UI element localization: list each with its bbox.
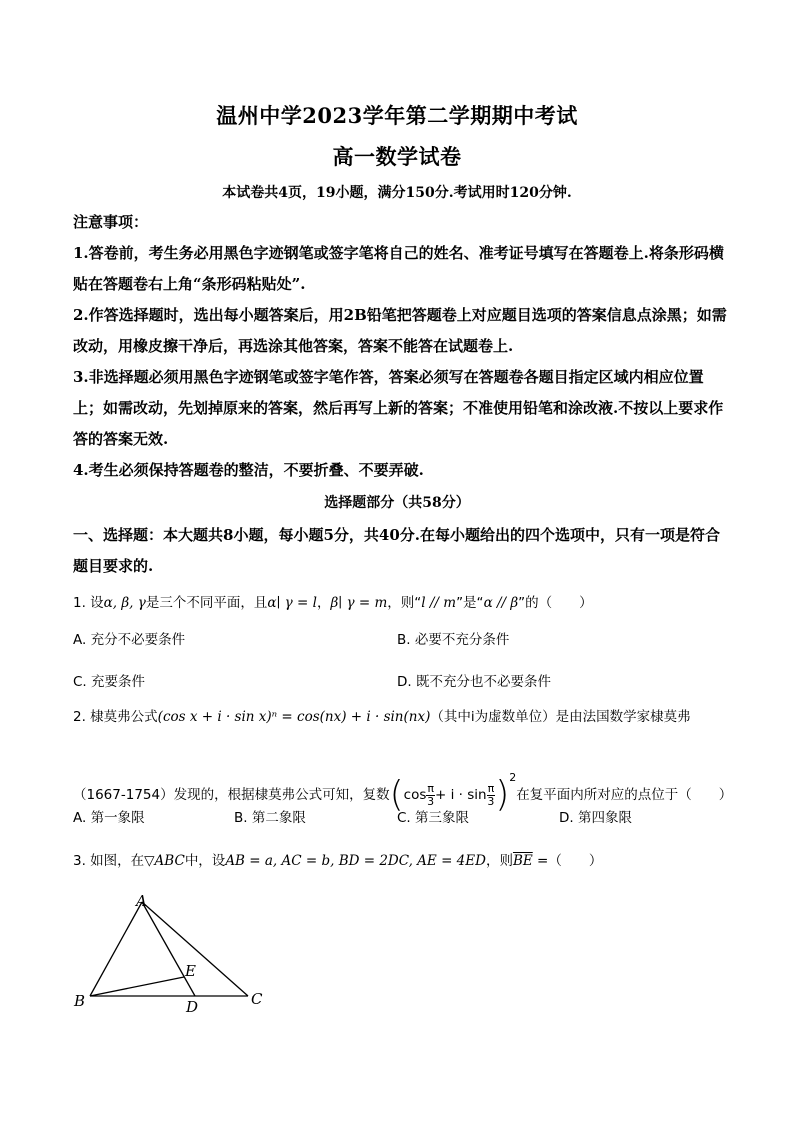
notice-item-1: 1.答卷前，考生务必用黑色字迹钢笔或签字笔将自己的姓名、准考证号填写在答题卷上.将条形码横贴在答题卷右上角“条形码粘贴处”. xyxy=(73,244,724,293)
label-c: C xyxy=(251,990,263,1008)
exam-info: 本试卷共4页，19小题，满分150分.考试用时120分钟. xyxy=(222,185,572,201)
q2-line2-prefix: （1667-1754）发现的，根据棣莫弗公式可知，复数 xyxy=(73,787,390,803)
q2-cos: cos xyxy=(403,787,427,803)
q1-prefix: 1. 设 xyxy=(73,595,104,611)
question-1 xyxy=(73,592,753,614)
option-letter: D. xyxy=(397,674,412,690)
q2-option-b[interactable] xyxy=(234,806,306,826)
q3-triangle: ▽ABC xyxy=(144,853,185,869)
fraction-denominator: 3 xyxy=(427,794,435,808)
label-a: A xyxy=(136,892,147,910)
q1-mid2: ，则“ xyxy=(387,595,422,611)
q1-option-b[interactable] xyxy=(397,628,509,648)
question-3 xyxy=(73,850,753,872)
option-text: 第三象限 xyxy=(415,810,470,826)
label-e: E xyxy=(185,962,196,980)
q2-plus-i-sin: + i · sin xyxy=(434,787,487,803)
q3-mid2: ，则 xyxy=(485,853,513,869)
fraction-numerator: π xyxy=(487,781,495,795)
option-letter: B. xyxy=(397,632,411,648)
q2-exponent: 2 xyxy=(509,771,517,784)
option-text: 既不充分也不必要条件 xyxy=(415,674,551,690)
option-letter: D. xyxy=(559,810,574,826)
q2-option-c[interactable] xyxy=(397,806,469,826)
option-text: 第四象限 xyxy=(577,810,632,826)
q2-option-a[interactable] xyxy=(73,806,145,826)
left-paren: ( xyxy=(389,774,404,815)
q1-vars: α, β, γ xyxy=(103,595,146,611)
pi-over-3-fraction xyxy=(426,783,435,808)
triangle-figure xyxy=(70,888,270,1020)
q1-option-a[interactable] xyxy=(73,628,185,648)
option-text: 第一象限 xyxy=(90,810,145,826)
option-letter: A. xyxy=(73,810,87,826)
q1-cond2: β∣ γ = m xyxy=(330,595,388,611)
fraction-numerator: π xyxy=(427,781,434,795)
exam-subtitle: 高一数学试卷 xyxy=(332,144,462,169)
notice-item-4: 4.考生必须保持答题卷的整洁，不要折叠、不要弄破. xyxy=(73,461,424,479)
q1-option-c[interactable] xyxy=(73,670,145,690)
right-paren: ) xyxy=(495,774,510,815)
notice-item-3: 3.非选择题必须用黑色字迹钢笔或签字笔作答，答案必须写在答题卷各题目指定区域内相应位置上；如需改动，先划掉原来的答案，然后再写上新的答案；不准使用铅笔和涂改液.不按以上要求作答的答案无效. xyxy=(73,368,724,448)
q3-prefix: 3. 如图，在 xyxy=(73,853,145,869)
q2-prefix: 2. 棣莫弗公式 xyxy=(73,709,158,725)
q2-line2-suffix: 在复平面内所对应的点位于（ ） xyxy=(516,787,733,803)
q3-condition: AB = a, AC = b, BD = 2DC, AE = 4ED xyxy=(225,853,486,869)
option-letter: C. xyxy=(397,810,411,826)
q1-cond4: α // β xyxy=(483,595,519,611)
option-text: 充分不必要条件 xyxy=(90,632,186,648)
segment-ad xyxy=(142,902,195,996)
pi-over-3-fraction xyxy=(487,783,496,808)
q1-mid1: 是三个不同平面，且 xyxy=(145,595,268,611)
q1-suffix: ”的（ ） xyxy=(518,595,593,611)
segment-ab xyxy=(90,902,142,996)
q1-mid3: ”是“ xyxy=(456,595,484,611)
label-d: D xyxy=(186,998,199,1016)
q1-sep: ， xyxy=(316,595,331,611)
option-text: 充要条件 xyxy=(91,674,146,690)
q3-mid: 中，设 xyxy=(184,853,226,869)
notice-heading: 注意事项： xyxy=(73,213,149,231)
part1-instructions: 一、选择题：本大题共8小题，每小题5分，共40分.在每小题给出的四个选项中，只有一项是符合题目要求的. xyxy=(73,526,720,575)
q3-suffix: =（ ） xyxy=(532,853,603,869)
option-letter: C. xyxy=(73,674,87,690)
option-letter: B. xyxy=(234,810,248,826)
section-heading: 选择题部分（共58分） xyxy=(324,495,470,511)
q1-cond3: l // m xyxy=(421,595,457,611)
notice-item-2: 2.作答选择题时，选出每小题答案后，用2B铅笔把答题卷上对应题目选项的答案信息点涂黑；如需改动，用橡皮擦干净后，再选涂其他答案，答案不能答在试题卷上. xyxy=(73,306,727,355)
q1-cond1: α∣ γ = l xyxy=(267,595,317,611)
question-2-line-1 xyxy=(73,706,753,728)
q3-target: $\overline{BE}$ xyxy=(512,853,533,869)
option-letter: A. xyxy=(73,632,87,648)
q2-option-d[interactable] xyxy=(559,806,632,826)
q2-formula: (cos x + i · sin x)ⁿ = cos(nx) + i · sin(nx) xyxy=(157,709,431,725)
exam-title: 温州中学2023学年第二学期期中考试 xyxy=(216,103,578,128)
q1-option-d[interactable] xyxy=(397,670,551,690)
option-text: 第二象限 xyxy=(251,810,306,826)
fraction-denominator: 3 xyxy=(487,794,495,808)
option-text: 必要不充分条件 xyxy=(414,632,510,648)
q2-mid: （其中i为虚数单位）是由法国数学家棣莫弗 xyxy=(430,709,691,725)
label-b: B xyxy=(74,992,86,1010)
segment-be xyxy=(90,977,184,996)
